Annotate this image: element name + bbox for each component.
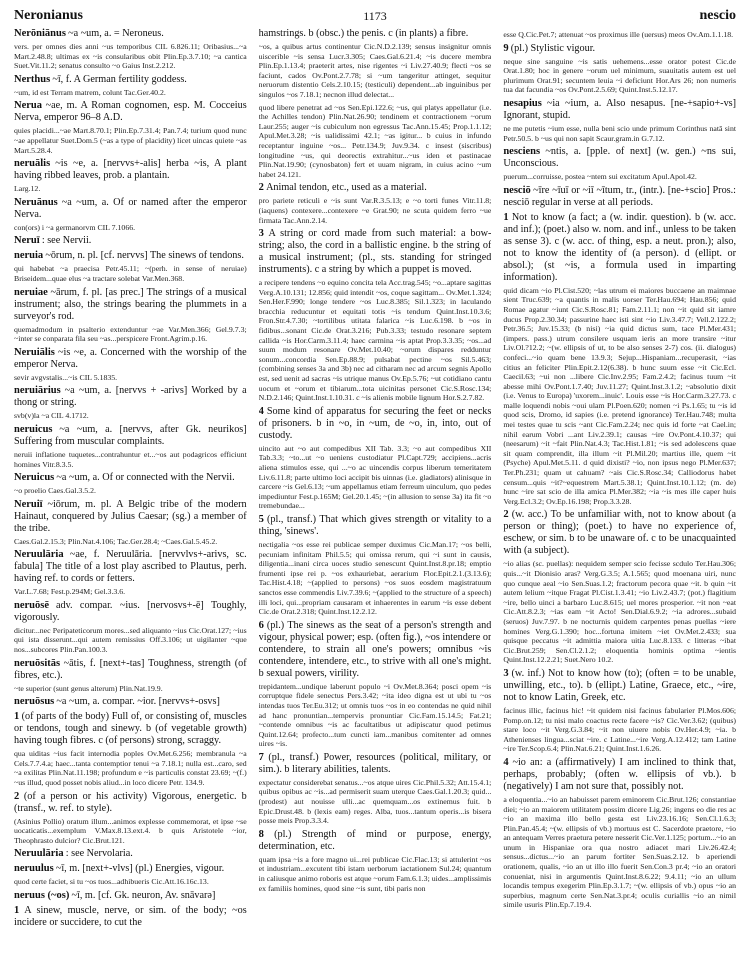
- entry-headword: nesapius: [503, 97, 542, 109]
- page-header: [14, 6, 736, 26]
- dictionary-entry: [14, 347, 247, 383]
- entry-definition-line: [14, 385, 247, 409]
- entry-headword: neruōsē: [14, 599, 49, 611]
- entry-definition-line: [503, 146, 736, 170]
- column-middle: [259, 28, 492, 958]
- dictionary-entry: [259, 514, 492, 617]
- entry-headword: 2: [14, 790, 20, 802]
- entry-citations: trepidantem...undique laberunt populo ~i Ov.Met.8.364; posci opem ~is corruptque fidele senectus Pers.3.42; ~ita ideo digna est ut ubi tu ~os intendas tuos Ter.Eu.312; ut omnis tuos ~os in eo contendas ne quid nihil ad hanc pronuntian...tempervis pronuntiar Cic.Fam.15.14.5; Fat.21; ~contende omnibus ~is ac facultatibus ut adipiscatur quod petimus Quint.12.64; profecto...tum cuncti iam...manibus comitenter ad omnes uires ~is.: [258, 681, 492, 749]
- entry-definition-line: [14, 499, 247, 535]
- entry-definition-line: [259, 514, 492, 538]
- entry-definition: Animal tendon, etc., used as a material.: [266, 182, 427, 194]
- entry-headword: nesciō: [503, 184, 531, 196]
- dictionary-entry: [14, 890, 247, 902]
- dictionary-entry: [14, 863, 247, 887]
- column-left: [14, 28, 247, 958]
- entry-headword: Neruiālis: [14, 346, 55, 358]
- entry-headword: Neruicus: [14, 472, 55, 484]
- dictionary-entry: [259, 406, 492, 511]
- dictionary-entry: [503, 146, 736, 182]
- dictionary-entry: [503, 98, 736, 143]
- entry-citations: facinus illic, facinus hic! ~it quidem nisi facinus fabularier Pl.Mos.606; Pomp.on.12; tu nisi malo coactus recte facere ~is? Cic.Ver.3.62; (quibus) stare loco ~it Verg.G.3.84; ~it non uiuere nobis Ov.Her.4.9; ~ia. b Athenienses lingua...sciat ~ire. c Latine...~ire Verg.A.12.412; tam Latine ~ire Ter.Scop.6.4; Plin.Nat.6.21; Quint.Inst.1.6.26.: [503, 705, 736, 754]
- entry-definition: A sinew, muscle, nerve, or sim. of the body; ~os incidere or succidere, to cut the: [14, 905, 247, 928]
- entry-definition: ~ia ~ium, a. Also nesapus. [ne-+sapio+-vs] Ignorant, stupid.: [503, 97, 736, 121]
- entry-definition-line: [259, 829, 492, 853]
- dictionary-entry: [259, 752, 492, 826]
- entry-definition: ~ī, m. [cf. Gk. neuron, Av. snāvarə]: [71, 890, 216, 901]
- entry-definition-line: [259, 406, 492, 442]
- dictionary-entry: [14, 28, 247, 71]
- entry-citations: ~os, a quibus artus continentur Cic.N.D.2.139; sensus insignitur omnis uiscerible ~is sensa Lucr.3.305; Caes.Gal.6.21.4; ~is ducere membra Plin.Ep.1.13.4; praeterit artes, nise rigentes ~i Liv.27.40.9; flecti ~os se faciunt, cados Ov.Pont.2.7.78; si ~um tangeritur attinget, sequitur neruorum distentio Cels.2.10.15; (testiculi) dependent...ab inguinibus per singulos ~os 7.18.1; necnon illud delectat...: [258, 42, 492, 99]
- entry-headword: 4: [258, 405, 264, 417]
- dictionary-entry: [259, 620, 492, 749]
- entry-definition-line: [14, 905, 247, 929]
- entry-definition: (pl.) Stylistic vigour.: [510, 42, 596, 54]
- entry-headword: nesciens: [503, 146, 541, 158]
- entry-definition-line: [14, 658, 247, 682]
- entry-citations: sevir avgvstalis...~is CIL 5.1835.: [14, 372, 118, 382]
- entry-definition: A string or cord made from such material: a bow-string; also, the cord in a ballistic engine. b the string of a musical instrument; (pl., sts. standing for stringed instruments). c a string by which a puppet is moved.: [258, 228, 492, 276]
- entry-headword: neruiārius: [14, 385, 61, 397]
- dictionary-entry: [503, 668, 736, 754]
- entry-definition: Not to know (a fact; a (w. indir. question). b (w. acc. and inf.); (poet.) also w. nom. and inf., unless to be taken as sense 3). c (w. acc. of thing, esp. a neut. pron.); also, not to know the identity of (a person). d (ellipt. or absol.); (st ~is, a formula used in imparting information).: [503, 211, 736, 283]
- entry-headword: 9: [503, 42, 509, 54]
- entry-definition-line: [14, 235, 247, 247]
- entry-headword: Neruiī: [14, 498, 43, 510]
- entry-definition: ~io an: a (affirmatively) I am inclined to think that, perhaps, probably; (often w. ellipsis of vb.). b (negatively) I am not sure that, possibly not.: [503, 756, 736, 792]
- dictionary-entry: [14, 658, 247, 694]
- dictionary-entry: [259, 829, 492, 893]
- entry-definition: ~iōrum, m. pl. A Belgic tribe of the modern Hainaut, conquered by Julius Caesar; (sg.) a member of the tribe.: [14, 498, 247, 534]
- dictionary-entry: [14, 499, 247, 547]
- entry-definition: (pl., transf.) That which gives strength or vitality to a thing, 'sinews'.: [258, 513, 492, 537]
- entry-definition: (of parts of the body) Full of, or consisting of, muscles or tendons, tough and sinewy. b (of vegetable growth) having tough fibres. c (of persons) strong, scraggy.: [14, 711, 247, 747]
- entry-headword: neruālis: [14, 158, 51, 170]
- entry-headword: Neruulāria: [14, 549, 64, 561]
- dictionary-entry: [14, 250, 247, 283]
- entry-definition: ~is ~e, a. [nervvs+-alis] herba ~is, A plant having ribbed leaves, prob. a plantain.: [14, 158, 247, 182]
- dictionary-entry: [14, 287, 247, 344]
- entry-definition-line: [14, 890, 247, 902]
- entry-definition-line: [14, 696, 247, 708]
- entry-definition: (pl.) Strength of mind or purpose, energy, determination, etc.: [258, 828, 492, 852]
- entry-citations: a recipere tendens ~o equino concita tela Acc.trag.545; ~o...aptare sagittas Verg.A.10.131; 12.856; quid intendit ~os, coque sagittam... Ov.Met.1.324; Sen.Her.F.990; longe tendere ~os Luc.8.385; Sil.1.323; in laculando bracchia reducuntur et equitati totis ~is tendum Quint.Inst.10.3.6; Fron.Str.4.7.30; ~tortilibus utitata falarica ~is Luc.6.198. b ~os in fidibus...sonant Cic.de Orat.3.216; Pub.3.33; testudo resonare septem callida ~is Hor.Carm.3.11.4; haec carmina ~is aptat Prop.3.3.35; ~os...ad suum modum resonare Ov.Met.10.40; ~orum dispares redduntur sonum...concordia Sen.Ep.88.9; pulsabat pectine ~os Sil.5.463; (combining senses 3a and 3b) nec ad citharam nec ad arcum segnis Apollo est, sed uenit ad sacras ~is utrique manus Ov.Ep.5.76; ~ut cotidiano cantu uocum et ~orum et tibiarum...tota uicinitas personet Cic.S.Rosc.134; N.D.2.146; Quint.Inst.1.10.31. c ~is alienis mobile lignum Hor.S.2.7.82.: [258, 278, 492, 403]
- entry-headword: neruia: [14, 250, 44, 262]
- entry-definition: ~ārum, f. pl. [as prec.] The strings of a musical instrument; also, the strings bearing the plummets in a surveyor's rod.: [14, 286, 247, 322]
- entry-definition: : see Nervolaria.: [65, 848, 133, 860]
- entry-headword: neruus (~os): [14, 890, 70, 901]
- entry-headword: 1: [14, 905, 20, 916]
- entry-citations: Larg.12.: [14, 184, 41, 194]
- entry-definition: ~ae, f. Neruulāria. [nervvlvs+-arivs, sc. fabula] The title of a lost play ascribed to Plautus, perh. having ref. to cords or fetters.: [14, 549, 247, 585]
- entry-citations: a eloquentia...~io an habuisset parem eminorem Cic.Brut.126; constantiae diei; ~io an maiorem utilitatem possim dicere Lig.26; ingens eo die res ac ~io an maxima illo bello gesta est Liv.23.16.16; Sen.Cl.1.6.3; Plin.Pan.45.4; ~(w. ellipsis of vb.) mortuus est C. Sacerdote praetore, ~io an antequam Verres praetura petere nesserit Cic.Ver.1.125; portum...~io an unum in Hispaniae ora qua nostro adiacet mari Liv.26.42.4; sensus...dictus...~io an parum fortiter Sen.Suas.2.12. b aperiendi orationem, qualis, ~io an ut illo illo fuerit Sen.Con.3 pr.4; ~io an oratori conueniat, nisi in argumentis Quint.Inst.8.6.22; 9.4.11; ~io an ullum locandis tempus exegerim Plin.Ep.3.1.7; ~(w. ellipsis of vb.) opus ~io an superbius, magnum certe Sen.Nat.3.pr.4; oculis curiallis ~io an nimil simile usuris Plin.Ep.7.19.4.: [503, 794, 736, 910]
- entry-definition: Some kind of apparatus for securing the feet or necks of prisoners. b in ~o, in ~um, de ~o, in, into, out of custody.: [258, 405, 492, 441]
- entry-headword: 2: [503, 509, 509, 521]
- entry-definition-line: [14, 600, 247, 624]
- dictionary-entry: [14, 100, 247, 155]
- entry-definition: ~ātis, f. [next+-tas] Toughness, strength (of fibres, etc.).: [14, 657, 247, 681]
- entry-definition-line: [503, 757, 736, 793]
- entry-citations: esse Q.Cic.Pet.7; attenuat ~os proximus ille (uersus) meos Ov.Am.1.1.18.: [503, 30, 734, 39]
- dictionary-entry: [14, 600, 247, 655]
- dictionary-entry: [14, 197, 247, 233]
- dictionary-entry: [503, 212, 736, 507]
- entry-citations: quemadmodum in psalterio extenduntur ~ae Var.Men.366; Gel.9.7.3; ~inter se conparata fila seu ~as...perspicere Front.Agrim.p.16.: [14, 324, 247, 344]
- entry-definition-line: [14, 791, 247, 815]
- entry-headword: 6: [258, 619, 264, 631]
- running-head-right: nescio: [699, 8, 736, 23]
- entry-definition-line: [14, 863, 247, 875]
- dictionary-entry: [14, 549, 247, 597]
- entry-citations: expectatur considerebat senatus...~os atque uires Cic.Phil.5.32; Att.15.4.1; quibus opibus ac ~is...ad permiserit suam uterque Caes.Gal.1.20.3; quid...(prodest) aut nouisse ulli...ac quemquam...os extinemus fuit. b Epic.Drust.48. b (lexis eam) reges. Alba, tuos...tantum operis...is bisera posse meis Prop.3.3.4.: [258, 777, 492, 826]
- entry-definition: ~īre ~īuī or ~iī ~ītum, tr., (intr.). [ne-+scio] Pros.: nesciō regular in verse at all periods.: [503, 184, 736, 208]
- entry-definition-line: [259, 228, 492, 276]
- entry-headword: neruōsitās: [14, 657, 61, 669]
- entry-citations: puerum...corruisse, postea ~ntem sui excitatum Apul.Apol.42.: [503, 172, 697, 182]
- entry-headword: Neruānus: [14, 196, 58, 208]
- column-right: [503, 28, 736, 958]
- page-body: [14, 28, 736, 958]
- dictionary-entry: [14, 424, 247, 469]
- entry-citations: pro pariete reticuli e ~is sunt Var.R.3.5.13; e ~o torti funes Vitr.11.8; (iaquens) contexere...contexere ~e Grat.90; ne scuta quidem ferro ~ue firmata Tac.Ann.2.14.: [258, 196, 492, 225]
- entry-definition-line: [14, 848, 247, 860]
- entry-definition-line: [259, 752, 492, 776]
- entry-definition-line: [14, 74, 247, 86]
- entry-citations: ~um, id est Terram matrem, colunt Tac.Ger.40.2.: [14, 87, 166, 97]
- entry-definition-line: [503, 509, 736, 557]
- entry-definition-line: [14, 549, 247, 585]
- entry-definition: ~a ~um, a. [nervvs, after Gk. neurikos] Suffering from muscular complaints.: [14, 423, 247, 447]
- entry-citations: dicitur...nec Peripateticorum mores...sed aliquanto ~ius Cic.Orat.127; ~ius qui ista disserunt...qui autem remissius Off.3.106; ut uigilanter ~que nos...subcores Plin.Pan.100.3.: [14, 625, 247, 655]
- entry-headword: neruulus: [14, 863, 54, 875]
- entry-definition: (w. acc.) To be unfamiliar with, not to know about (a person or thing); (poet.) to have no experience of, eschew, or sim. b to be unaware of. c to be unacquainted with (a subject).: [503, 509, 736, 557]
- entry-definition: ~ī, m. [next+-vlvs] (pl.) Energies, vigour.: [55, 863, 225, 875]
- entry-citations: svb(v)la ~a CIL 4.1712.: [14, 411, 89, 421]
- dictionary-entry: [503, 30, 736, 40]
- entry-citations: neque sine sanguine ~is satis uehemens...esse orator potest Cic.de Orat.1.80; hoc in genere ~orum uel minimum, suauitatis autem est uel plurimum Orat.91; secuntem leuia ~i deficiunt Hor.Ars 26; non numeris tua dat facundia ~os Ov.Pont.2.5.69; Quint.Inst.5.12.17.: [503, 56, 736, 95]
- entry-headword: Nerthus: [14, 73, 51, 85]
- entry-citations: nectigalia ~os esse rei publicae semper duximus Cic.Man.17; ~os belli, pecuniam infinitam Phil.5.5; qui omissa rerum, qui ~i sunt in causis, diligentia...inani circa uoces studio senescunt Quint.Inst.8.pr.18; emptio frumenti ipse rei p. ~os exhauriebat, aerarium Flor.Epit.2.1.(3.13.6); Tac.Hist.4.18; ~(applied to persons) ~os suos eosdem magistratuum sanctos esse commendis Liv.7.39.6; ~(applied to the structure of a speech) illi loci, qui...propriam causaram et inhaerentes in earum ~is esse debent Cic.de Orat.2.318; Quint.Inst.12.2.12.: [258, 539, 492, 617]
- entry-citations: (Asinius Pollio) oratum illum...animos explesse commemorat, et ipse ~se uocaticatis...exemplum V.Max.8.13.ext.4. b quis Aristotele ~ior, Theophrasto dulcior? Cic.Brut.121.: [14, 816, 247, 845]
- entry-definition-line: [14, 424, 247, 448]
- entry-headword: Neruulāria: [14, 848, 64, 860]
- entry-headword: 4: [503, 756, 509, 768]
- entry-definition: : see Nervii.: [41, 235, 92, 247]
- entry-headword: neruicus: [14, 423, 53, 435]
- entry-definition-line: [503, 98, 736, 122]
- dictionary-entry: [503, 43, 736, 95]
- dictionary-entry: [14, 472, 247, 496]
- entry-citations: quam ipsa ~is a fore magno ui...rei publicae Cic.Flac.13; si attulerint ~os et industriam...excutent tibi istam uerborum iactationem Sul.24; quantum in caliusque animo roboris est atque ~orum Fam.6.1.3; uides...amplissimis ex familiis homines, quod sine ~is sunt, tibi paris non: [258, 854, 492, 893]
- entry-citations: quies placidi...~ae Mart.8.70.1; Plin.Ep.7.31.4; Pan.7.4; turium quod nunc ~ae appellatur Suet.Dom.5 (~as a type of placidity) licet uincas quiete ~as Mart.5.28.4.: [14, 126, 247, 155]
- dictionary-entry: [503, 757, 736, 910]
- entry-definition: ~a ~um, a. = Neroneus.: [68, 28, 164, 39]
- entry-definition-line: [503, 668, 736, 704]
- entry-definition: ~ntis, a. [pple. of next] (w. gen.) ~ns sui, Unconscious.: [503, 146, 736, 170]
- entry-headword: Nerōniānus: [14, 28, 66, 39]
- entry-headword: neruiae: [14, 286, 48, 298]
- entry-headword: 1: [503, 211, 509, 223]
- entry-definition: (w. inf.) Not to know how (to); (often = to be unable, unwilling, etc., to). b (ellipt.) Latine, Graece, etc., ~ire, not to know Latin, Greek, etc.: [503, 667, 736, 703]
- dictionary-entry: [14, 711, 247, 787]
- entry-definition: ~a ~um, a. compar. ~ior. [nervvs+-osvs]: [56, 696, 220, 708]
- entry-definition-line: [503, 185, 736, 209]
- dictionary-entry: [503, 509, 736, 665]
- entry-definition: ~a ~um, a. Of or named after the emperor Nerva.: [14, 196, 247, 220]
- entry-definition-line: [14, 250, 247, 262]
- entry-definition-line: [14, 347, 247, 371]
- entry-definition-line: [14, 28, 247, 40]
- entry-headword: Neruī: [14, 235, 40, 247]
- dictionary-entry: [259, 182, 492, 225]
- entry-citations: uincito aut ~o aut compedibus XII Tab. 3.3; ~o aut compedibus XII Tab.3.3; ~to...ut ~o ueniens custodiatur Pl.Capt.729; accipiens...acris aliena stimulos esse, qui ...~o ac uincendis corpus liberum temeritatem Liv.6.11.8; parte ultimo loci accipit bis uinnas (i.e. gladiators) alinisque in carcere ~is Gel.6.13; ~um appellamus etiam ferreum uinculum, quo pedes impediuntur Fest.p.165M; Gel.20.1.45; ~(in allusion to sense 3a) ita fit ~o tremebundae...: [258, 443, 492, 511]
- page-number: 1173: [363, 9, 387, 23]
- dictionary-entry: [14, 848, 247, 860]
- entry-definition-line: [14, 711, 247, 747]
- dictionary-entry: [259, 28, 492, 100]
- entry-definition-line: [14, 472, 247, 484]
- entry-headword: 8: [258, 828, 264, 840]
- entry-definition: (pl.) The sinews as the seat of a person's strength and vigour, physical power; esp. (often fig.), ~os intendere or contendere, to strain all one's powers; omnibus ~is contendere, intendere, etc., to strive with all one's might. b sexual powers, virility.: [258, 619, 492, 679]
- dictionary-entry: [14, 235, 247, 247]
- entry-definition: adv. compar. ~ius. [nervosvs+-ē] Toughly, vigorously.: [14, 599, 247, 623]
- entry-definition: hamstrings. b (obsc.) the penis. c (in plants) a fibre.: [258, 28, 469, 39]
- entry-definition: (pl., transf.) Power, resources (political, military, or sim.). b literary abilities, talents.: [258, 751, 492, 775]
- entry-definition-line: [14, 158, 247, 182]
- dictionary-entry: [14, 385, 247, 421]
- dictionary-entry: [14, 158, 247, 194]
- entry-headword: 2: [258, 182, 264, 194]
- dictionary-entry: [14, 696, 247, 708]
- entry-headword: 5: [258, 513, 264, 525]
- entry-citations: ~te superior (sunt genus alterum) Plin.Nat.19.9.: [14, 683, 163, 693]
- entry-headword: Nerua: [14, 100, 42, 112]
- entry-definition-line: [259, 28, 492, 40]
- entry-headword: neruōsus: [14, 696, 55, 708]
- dictionary-entry: [14, 905, 247, 929]
- entry-citations: ne me putetis ~ium esse, nulla beni scio unde primum Corinthus natā sint Petr.50.5. b ~us qui non sapit Scaur.gram.in G.7.12.: [503, 123, 736, 143]
- entry-citations: quod certe faciet, si tu ~os tuos...adhibueris Cic.Att.16.16c.13.: [14, 877, 209, 887]
- entry-citations: Caes.Gal.2.15.3; Plin.Nat.4.106; Tac.Ger.28.4; ~Caes.Gal.5.45.2.: [14, 536, 218, 546]
- entry-definition: ~ae, m. A Roman cognomen, esp. M. Cocceius Nerva, emperor 96–8 A.D.: [14, 100, 247, 124]
- entry-definition: ~is ~e, a. Concerned with the worship of the emperor Nerva.: [14, 346, 247, 370]
- entry-definition-line: [259, 620, 492, 680]
- entry-headword: 3: [258, 228, 264, 240]
- entry-headword: 3: [503, 667, 509, 679]
- entry-citations: ~o proelio Caes.Gal.3.5.2.: [14, 486, 96, 496]
- entry-citations: neruii inflatione tuquetes...contrahuntur et...~os aut podagricos efficiunt homines Vitr.8.3.5.: [14, 449, 247, 469]
- entry-citations: quid dicam ~io Pl.Cist.520; ~las utrum ei maiores buccaene an maimnae sient Truc.639; ~a quantis in malis uorser Ter.Hau.694; Hau.856; quid Romae agatur ~iunt Cic.S.Rosc.81; Fam.2.11.1; non ~it quid sit iamre ducus Prop.2.30.34; passurine haec isti sint ~io Liv.3.47.7; Vell.2.122.2; Petr.36.5; Juv.15.33; (b nisi) ~ia quid dictus sum, tace Pl.Mer.431; (impers. pass.) utrum consilere usquam ieris an more transire ~itur Liv.Ol.?12.2; ~(w. ellipsis of ut, to be also senses 2-7) cos. (ii. dialogus) confeci...~io quam bene 13.9.3; Sejup...Hispaniam...recuperasit, ~ias citius an feliciter Plin.Epit.2.12(6.38). b hunc suum esse ~it Cic.Ecl. Caecil.63; ~ui non ...libere Cic.Inv.2.95; Fam.2.4.2; facinus tuum ~it abesse mihi Ov.Pont.1.7.40; Juv.11.27; Quint.Inst.3.1.2; ~absolutio dixit (i.e. Venus to Europa) 'uxorem...inuic'. Louis esse ~is Hor.Carm.3.27.73. c malle loquendi nobis ~oui ulam Pl.Poen.620; nomen ~i Ps.1.65; tu ~is id quod scis, Dromo, id sapies (i.e. pretend ignorance) Ter.Hau.748; multa mei testes quae tu scis ~ant Cic.Fam.2.24; nec quis id forte ~at Cael.in; nihil earum Vobri ...ant Liv.2.39.1; causas ~ire Ov.Pont.4.10.37; qui (neesarum) ~it ~fait Plin.Nat.4.3; Tac.Hist.1.81; ~is sed adolescens quae sit quam comprendit, illa illum ~it Pl.Mil.20; martius ille, quem ~it (Psyche) Apul.Met.5.11. d quid dixisti? ~io, non ipsus nego Pl.Mer.637; Ter.Ph.231; quam ut cahuam? ~ais Cic.S.Rosc.34; Calliodorus habet censum...quis ~it?~equestrem Mart.5.38.1; Quint.Inst.10.1.12; (m. de) hunc ~ire sat scio de illa amica Pl.Mer.382; ~ia ~is mes ille caper huis Verg.Ecl.3.2; Ov.Ep.16.198; Prop.3.3.28.: [503, 285, 736, 506]
- entry-definition-line: [14, 100, 247, 124]
- entry-citations: qui habebat ~a praecisa Petr.45.11; ~(perh. in sense of neruiae) Briseidem...quae elus ~a tractare solebat Var.Men.368.: [14, 264, 247, 283]
- dictionary-entry: [503, 185, 736, 209]
- entry-definition: ~ōrum, n. pl. [cf. nervvs] The sinews of tendons.: [45, 250, 244, 262]
- entry-citations: ~io alias (sc. puellas): nequidem semper scio fecisse scdulo Ter.Hau.306; quis...~it Dionisio aras? Verg.G.3.5; A.1.565; quod moenana uiri, nunc quo cunque aeal ~io Sen.Suas.1.2; fractorum pecora quae ~it. b quin ~it autem lelium ~itque Fragat Pl.Cist.1.3.41; ~io Liv.2.43.7; (pot.) flagitium ~ire, bello uinci a barbaro Luc.8.615; uel mores prosperior. ~it non ~eat Cic.Att.8.2.3; ~ias eam ~it Acto! Sen.Dial.6.9.2; ~ia adrores...subaid (seruos) Juv.7.97. b ne nocturnis quidem carpentes penas puellas ~iere homines Verg.G.1.390; hoc...fortuna imitem ~iet Ov.Met.2.433; sua quisque peccatus ~it admittia maiora uitia Luc.8.133. c litteras ~ibat Cic.Brut.259; Sen.Cl.2.1.2; eloquentia hominis optima ~ientis Quint.Inst.12.2.21; Suet.Nero 10.2.: [503, 559, 736, 665]
- entry-definition-line: [503, 43, 736, 55]
- entry-definition-line: [259, 182, 492, 194]
- entry-headword: 7: [258, 751, 264, 763]
- entry-citations: con(ors) i ~a germanorvm CIL 7.1066.: [14, 222, 136, 232]
- entry-definition-line: [14, 287, 247, 323]
- entry-definition-line: [503, 212, 736, 284]
- entry-definition-line: [14, 197, 247, 221]
- entry-citations: vers. per omnes dies anni ~us temporibus CIL 6.826.11; Oribasius...~a Mart.2.48.8; ultimas ex ~is consularibus obit Plin.Ep.3.7.10; ~a cantica Suet.Vit.11.2; senatus consulto ~o Gaius Inst.2.212.: [14, 42, 247, 71]
- dictionary-entry: [259, 228, 492, 403]
- entry-definition: ~a ~um, a. [nervvs + -arivs] Worked by a thong or string.: [14, 385, 247, 409]
- entry-definition: ~ī, f. A German fertility goddess.: [52, 73, 187, 85]
- running-head-left: Neronianus: [14, 8, 83, 23]
- entry-definition: ~a ~um, a. Of or connected with the Nervii.: [56, 472, 235, 484]
- entry-headword: 1: [14, 711, 20, 723]
- entry-citations: qua uiditas ~ius facit internodia poples Ov.Met.6.256; membranula ~a Cels.7.7.4.a; haec...tanta contemptior tenui ~a 7.18.1; nulla est...caro, sed ~a exilitas Plin.Nat.11.198; profundum e ~is particulis constat 23.69; ~(f.) ~us illud, quod posset nobis aliud...in loco dicere Petr. 134.9.: [14, 749, 247, 788]
- entry-citations: Var.L.7.68; Fest.p.294M; Gel.3.3.6.: [14, 587, 126, 597]
- entry-citations: quod libere penetrat ad ~os Sen.Epi.122.6; ~us, qui platys appellatur (i.e. the Achilles tendon) Plin.Nat.26.90; tendinem et contractionem ~orum Laur.255; auger ~is cubiculum non egressus Tac.Ann.15.45; Prop.1.1.12; Apul.Met.3.28; ~is ualidissimi 42.1; ~as igitur... b cuius in infundo receptantur inguine ~os... Petr.134.9; Juv.9.34. c insest (siscribus) longitudine ~us, qui deorectis extrahitur...~us iden et pastinacae Plin.Nat.19.90; (cynosbaton) fert et uuam nigram, in cuius acino ~um habet 24.121.: [258, 102, 492, 179]
- entry-definition: (of a person or his activity) Vigorous, energetic. b (transf., w. ref. to style).: [14, 790, 247, 814]
- dictionary-entry: [259, 103, 492, 180]
- dictionary-entry: [14, 74, 247, 98]
- dictionary-entry: [14, 791, 247, 846]
